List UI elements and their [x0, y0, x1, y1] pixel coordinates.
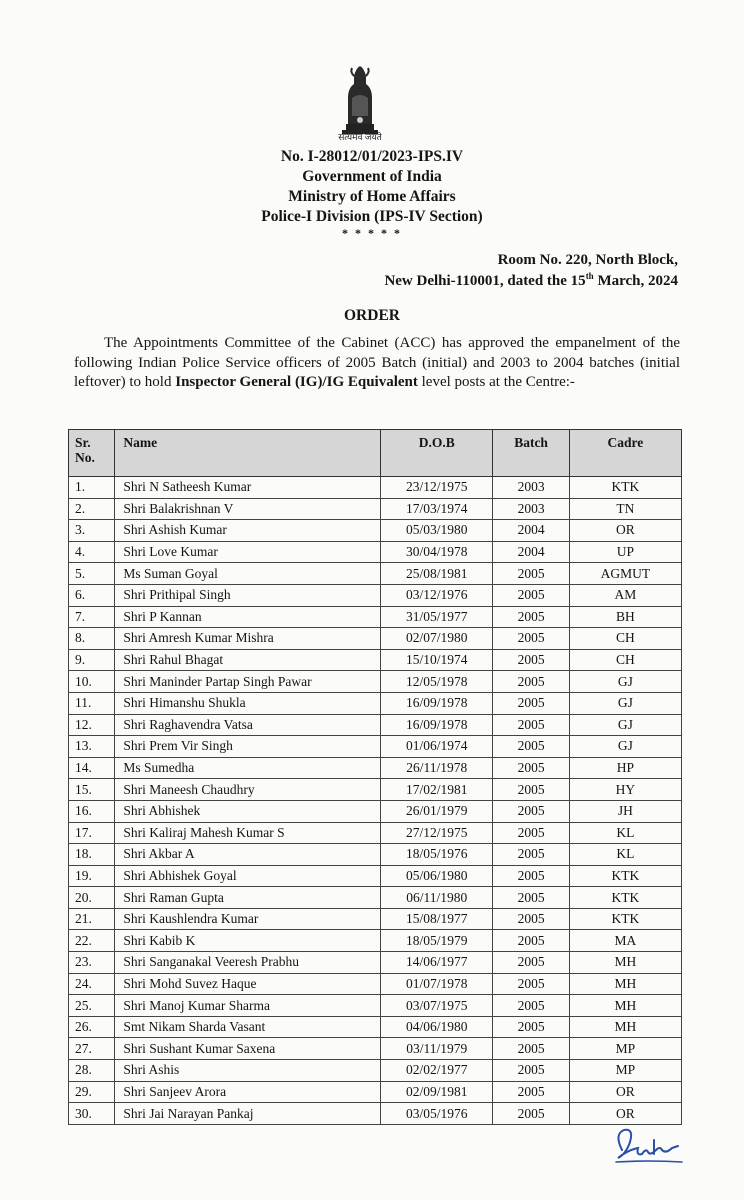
- cell-batch: 2005: [493, 563, 569, 585]
- cell-batch: 2005: [493, 714, 569, 736]
- table-row: [69, 822, 682, 844]
- emblem-motto: सत्यमेव जयते: [338, 132, 382, 142]
- table-row: [69, 865, 682, 887]
- cell-cadre: JH: [569, 800, 681, 822]
- cell-sr-no: 11.: [69, 692, 115, 714]
- cell-batch: 2005: [493, 973, 569, 995]
- table-row: [69, 649, 682, 671]
- cell-sr-no: 20.: [69, 887, 115, 909]
- cell-cadre: TN: [569, 498, 681, 520]
- table-row: [69, 563, 682, 585]
- cell-name: Shri Ashis: [115, 1060, 381, 1082]
- cell-name: Shri Maneesh Chaudhry: [115, 779, 381, 801]
- header-sr-no: Sr. No.: [69, 430, 115, 477]
- cell-dob: 03/07/1975: [381, 995, 493, 1017]
- header-batch: Batch: [493, 430, 569, 477]
- cell-sr-no: 23.: [69, 952, 115, 974]
- table-row: [69, 844, 682, 866]
- cell-sr-no: 25.: [69, 995, 115, 1017]
- cell-cadre: GJ: [569, 714, 681, 736]
- cell-sr-no: 12.: [69, 714, 115, 736]
- cell-sr-no: 14.: [69, 757, 115, 779]
- table-row: [69, 736, 682, 758]
- table-row: [69, 1016, 682, 1038]
- address-line-2: New Delhi-110001, dated the 15th March, 2024: [384, 271, 678, 289]
- table-row: [69, 1103, 682, 1125]
- cell-cadre: KTK: [569, 887, 681, 909]
- cell-dob: 03/11/1979: [381, 1038, 493, 1060]
- cell-cadre: CH: [569, 649, 681, 671]
- table-row: [69, 692, 682, 714]
- cell-batch: 2004: [493, 541, 569, 563]
- table-row: [69, 606, 682, 628]
- cell-dob: 05/06/1980: [381, 865, 493, 887]
- cell-cadre: GJ: [569, 736, 681, 758]
- cell-cadre: MP: [569, 1060, 681, 1082]
- cell-name: Shri Jai Narayan Pankaj: [115, 1103, 381, 1125]
- cell-dob: 15/10/1974: [381, 649, 493, 671]
- cell-dob: 18/05/1976: [381, 844, 493, 866]
- cell-dob: 16/09/1978: [381, 714, 493, 736]
- cell-cadre: OR: [569, 520, 681, 542]
- cell-sr-no: 7.: [69, 606, 115, 628]
- cell-cadre: KTK: [569, 477, 681, 499]
- cell-dob: 02/07/1980: [381, 628, 493, 650]
- cell-name: Shri Amresh Kumar Mishra: [115, 628, 381, 650]
- cell-name: Shri Abhishek: [115, 800, 381, 822]
- cell-name: Shri Rahul Bhagat: [115, 649, 381, 671]
- cell-cadre: AM: [569, 584, 681, 606]
- table-row: [69, 520, 682, 542]
- table-row: [69, 584, 682, 606]
- cell-cadre: UP: [569, 541, 681, 563]
- table-row: [69, 930, 682, 952]
- cell-dob: 02/09/1981: [381, 1081, 493, 1103]
- cell-cadre: MH: [569, 1016, 681, 1038]
- cell-cadre: OR: [569, 1103, 681, 1125]
- cell-batch: 2005: [493, 995, 569, 1017]
- cell-cadre: BH: [569, 606, 681, 628]
- cell-sr-no: 9.: [69, 649, 115, 671]
- cell-sr-no: 18.: [69, 844, 115, 866]
- cell-cadre: KTK: [569, 908, 681, 930]
- cell-name: Shri Sanjeev Arora: [115, 1081, 381, 1103]
- cell-cadre: OR: [569, 1081, 681, 1103]
- cell-sr-no: 15.: [69, 779, 115, 801]
- cell-dob: 06/11/1980: [381, 887, 493, 909]
- cell-name: Smt Nikam Sharda Vasant: [115, 1016, 381, 1038]
- cell-cadre: KL: [569, 844, 681, 866]
- cell-batch: 2005: [493, 844, 569, 866]
- cell-name: Shri P Kannan: [115, 606, 381, 628]
- table-row: [69, 477, 682, 499]
- cell-batch: 2005: [493, 865, 569, 887]
- government-name: Government of India: [302, 168, 442, 185]
- cell-name: Ms Sumedha: [115, 757, 381, 779]
- cell-batch: 2004: [493, 520, 569, 542]
- cell-batch: 2005: [493, 1060, 569, 1082]
- cell-batch: 2005: [493, 800, 569, 822]
- cell-dob: 12/05/1978: [381, 671, 493, 693]
- cell-name: Shri Love Kumar: [115, 541, 381, 563]
- cell-sr-no: 28.: [69, 1060, 115, 1082]
- cell-sr-no: 8.: [69, 628, 115, 650]
- cell-cadre: MA: [569, 930, 681, 952]
- cell-dob: 03/05/1976: [381, 1103, 493, 1125]
- cell-dob: 18/05/1979: [381, 930, 493, 952]
- table-row: [69, 671, 682, 693]
- cell-sr-no: 27.: [69, 1038, 115, 1060]
- handwritten-signature-icon: [608, 1120, 688, 1168]
- cell-batch: 2005: [493, 1038, 569, 1060]
- cell-sr-no: 21.: [69, 908, 115, 930]
- cell-name: Shri Raman Gupta: [115, 887, 381, 909]
- cell-batch: 2005: [493, 779, 569, 801]
- cell-batch: 2005: [493, 822, 569, 844]
- table-row: [69, 628, 682, 650]
- table-header-row: [69, 430, 682, 477]
- table-row: [69, 541, 682, 563]
- table-row: [69, 714, 682, 736]
- cell-cadre: KTK: [569, 865, 681, 887]
- cell-batch: 2005: [493, 757, 569, 779]
- reference-number: No. I-28012/01/2023-IPS.IV: [280, 148, 464, 165]
- cell-dob: 01/07/1978: [381, 973, 493, 995]
- cell-batch: 2005: [493, 930, 569, 952]
- cell-batch: 2005: [493, 606, 569, 628]
- cell-name: Shri Sanganakal Veeresh Prabhu: [115, 952, 381, 974]
- table-row: [69, 973, 682, 995]
- cell-dob: 15/08/1977: [381, 908, 493, 930]
- cell-name: Shri Himanshu Shukla: [115, 692, 381, 714]
- cell-dob: 17/03/1974: [381, 498, 493, 520]
- cell-name: Shri Maninder Partap Singh Pawar: [115, 671, 381, 693]
- cell-sr-no: 6.: [69, 584, 115, 606]
- cell-name: Shri Mohd Suvez Haque: [115, 973, 381, 995]
- cell-sr-no: 2.: [69, 498, 115, 520]
- table-row: [69, 1081, 682, 1103]
- header-cadre: Cadre: [569, 430, 681, 477]
- cell-name: Shri Abhishek Goyal: [115, 865, 381, 887]
- table-row: [69, 757, 682, 779]
- cell-dob: 31/05/1977: [381, 606, 493, 628]
- cell-sr-no: 10.: [69, 671, 115, 693]
- cell-batch: 2005: [493, 1016, 569, 1038]
- cell-dob: 14/06/1977: [381, 952, 493, 974]
- cell-dob: 01/06/1974: [381, 736, 493, 758]
- cell-name: Shri Manoj Kumar Sharma: [115, 995, 381, 1017]
- cell-dob: 27/12/1975: [381, 822, 493, 844]
- cell-cadre: AGMUT: [569, 563, 681, 585]
- separator-stars: * * * * *: [342, 226, 402, 240]
- cell-cadre: GJ: [569, 671, 681, 693]
- cell-cadre: KL: [569, 822, 681, 844]
- cell-cadre: MH: [569, 952, 681, 974]
- cell-batch: 2005: [493, 1081, 569, 1103]
- header-dob: D.O.B: [381, 430, 493, 477]
- cell-name: Shri Kabib K: [115, 930, 381, 952]
- table-row: [69, 498, 682, 520]
- cell-name: Shri Balakrishnan V: [115, 498, 381, 520]
- cell-dob: 26/01/1979: [381, 800, 493, 822]
- cell-cadre: MH: [569, 995, 681, 1017]
- cell-sr-no: 22.: [69, 930, 115, 952]
- cell-dob: 03/12/1976: [381, 584, 493, 606]
- cell-sr-no: 1.: [69, 477, 115, 499]
- cell-dob: 02/02/1977: [381, 1060, 493, 1082]
- table-row: [69, 995, 682, 1017]
- cell-name: Shri Ashish Kumar: [115, 520, 381, 542]
- cell-name: Shri Akbar A: [115, 844, 381, 866]
- cell-name: Shri Sushant Kumar Saxena: [115, 1038, 381, 1060]
- table-row: [69, 908, 682, 930]
- cell-cadre: HP: [569, 757, 681, 779]
- cell-batch: 2005: [493, 628, 569, 650]
- cell-cadre: HY: [569, 779, 681, 801]
- table-row: [69, 952, 682, 974]
- cell-name: Shri N Satheesh Kumar: [115, 477, 381, 499]
- table-row: [69, 1060, 682, 1082]
- order-paragraph: The Appointments Committee of the Cabinet (ACC) has approved the empanelment of the following Indian Police Service officers of 2005 Batch (initial) and 2003 to 2004 batches (initial leftover) to hold Inspector General (IG)/IG Equivalent level posts at the Centre:-: [74, 335, 680, 390]
- cell-batch: 2005: [493, 649, 569, 671]
- cell-batch: 2005: [493, 887, 569, 909]
- cell-name: Shri Kaliraj Mahesh Kumar S: [115, 822, 381, 844]
- cell-batch: 2005: [493, 671, 569, 693]
- cell-name: Shri Kaushlendra Kumar: [115, 908, 381, 930]
- cell-batch: 2005: [493, 1103, 569, 1125]
- cell-batch: 2005: [493, 952, 569, 974]
- cell-batch: 2005: [493, 736, 569, 758]
- cell-cadre: CH: [569, 628, 681, 650]
- cell-sr-no: 29.: [69, 1081, 115, 1103]
- cell-name: Shri Prithipal Singh: [115, 584, 381, 606]
- table-row: [69, 779, 682, 801]
- ministry-name: Ministry of Home Affairs: [288, 188, 456, 205]
- cell-sr-no: 5.: [69, 563, 115, 585]
- cell-name: Ms Suman Goyal: [115, 563, 381, 585]
- cell-dob: 04/06/1980: [381, 1016, 493, 1038]
- order-title: ORDER: [344, 307, 400, 324]
- cell-dob: 26/11/1978: [381, 757, 493, 779]
- cell-sr-no: 17.: [69, 822, 115, 844]
- cell-name: Shri Raghavendra Vatsa: [115, 714, 381, 736]
- cell-dob: 23/12/1975: [381, 477, 493, 499]
- cell-dob: 17/02/1981: [381, 779, 493, 801]
- cell-batch: 2003: [493, 498, 569, 520]
- division-name: Police-I Division (IPS-IV Section): [261, 208, 483, 225]
- cell-sr-no: 30.: [69, 1103, 115, 1125]
- cell-sr-no: 16.: [69, 800, 115, 822]
- cell-sr-no: 24.: [69, 973, 115, 995]
- cell-batch: 2005: [493, 908, 569, 930]
- cell-dob: 30/04/1978: [381, 541, 493, 563]
- cell-sr-no: 4.: [69, 541, 115, 563]
- address-line-1: Room No. 220, North Block,: [497, 252, 678, 268]
- cell-cadre: GJ: [569, 692, 681, 714]
- table-row: [69, 1038, 682, 1060]
- cell-batch: 2005: [493, 584, 569, 606]
- table-row: [69, 887, 682, 909]
- header-name: Name: [115, 430, 381, 477]
- cell-dob: 16/09/1978: [381, 692, 493, 714]
- cell-batch: 2005: [493, 692, 569, 714]
- table-row: [69, 800, 682, 822]
- cell-dob: 25/08/1981: [381, 563, 493, 585]
- cell-sr-no: 26.: [69, 1016, 115, 1038]
- cell-sr-no: 3.: [69, 520, 115, 542]
- officers-table: [68, 429, 682, 1125]
- cell-cadre: MH: [569, 973, 681, 995]
- cell-dob: 05/03/1980: [381, 520, 493, 542]
- cell-sr-no: 19.: [69, 865, 115, 887]
- cell-sr-no: 13.: [69, 736, 115, 758]
- cell-batch: 2003: [493, 477, 569, 499]
- cell-cadre: MP: [569, 1038, 681, 1060]
- cell-name: Shri Prem Vir Singh: [115, 736, 381, 758]
